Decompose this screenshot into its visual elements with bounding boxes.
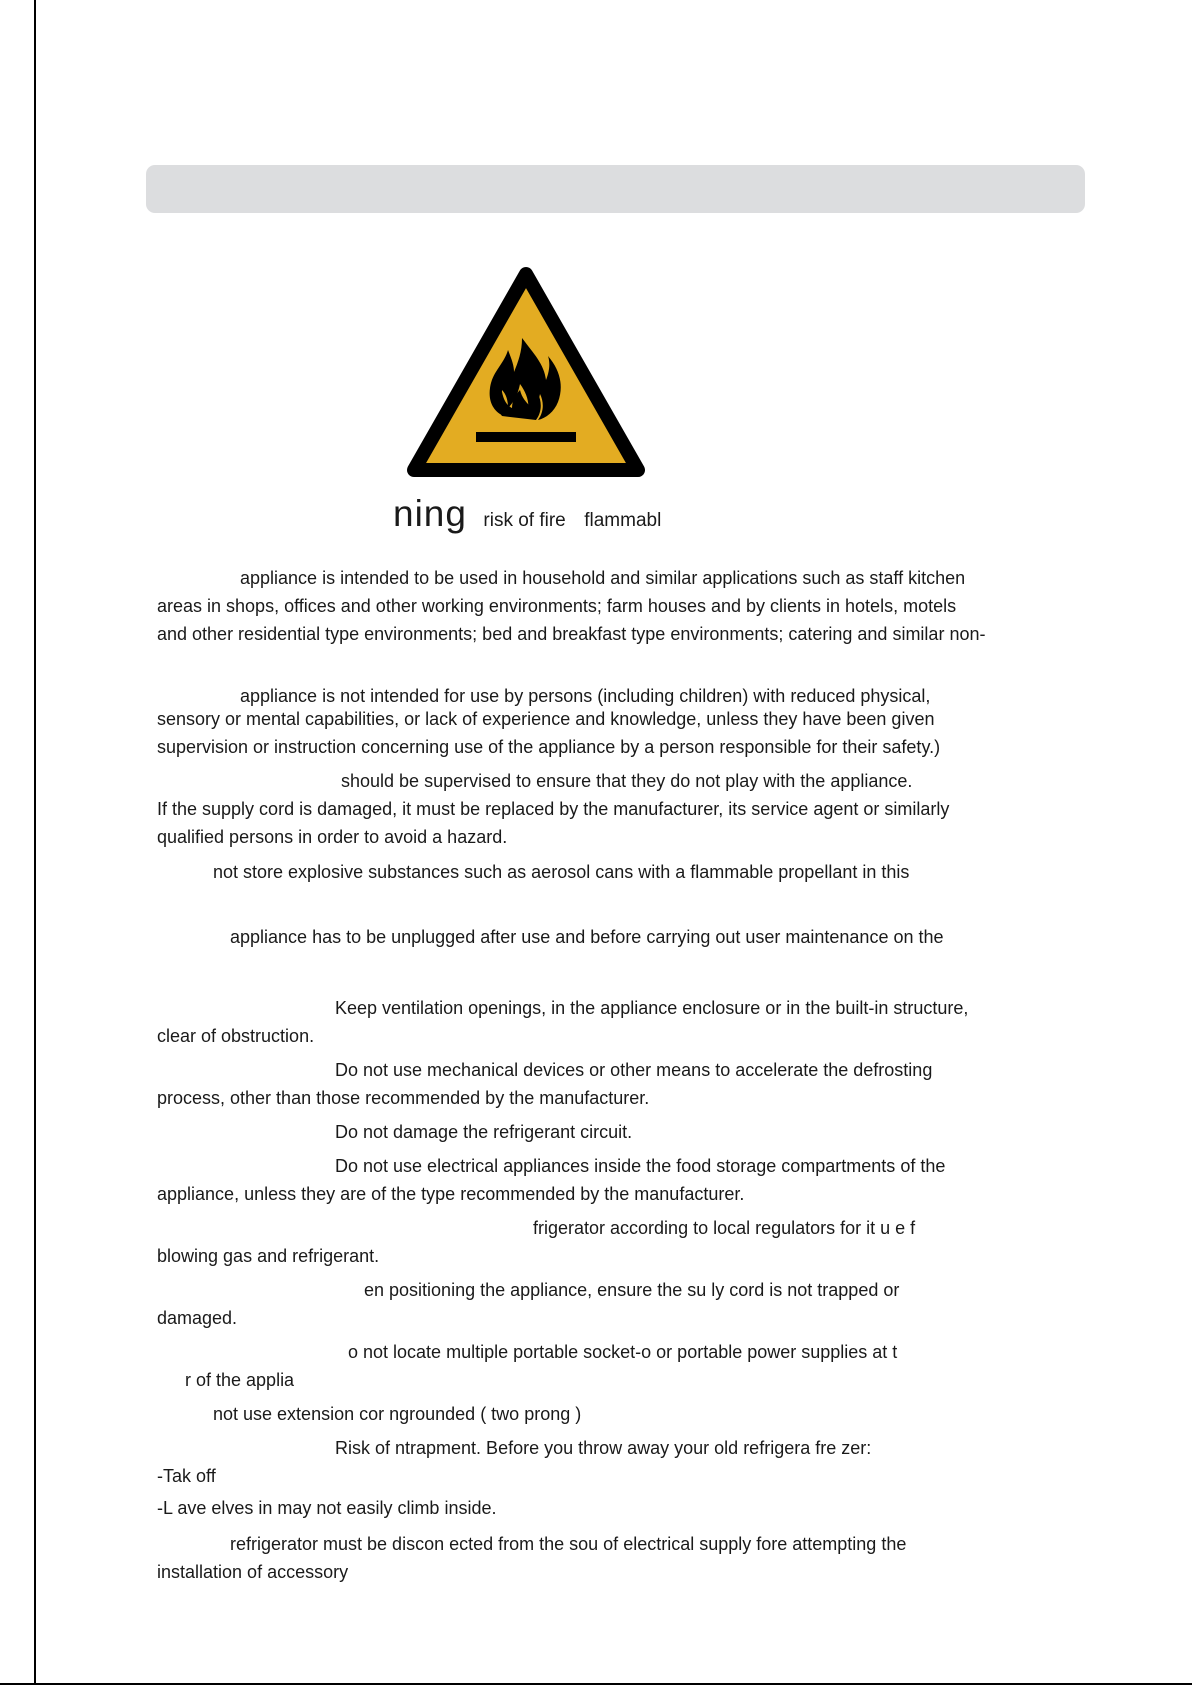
text-line: installation of accessory [157, 1562, 349, 1582]
text-line: not use extension cor ngrounded ( two prong ) [213, 1404, 582, 1424]
text-line: not store explosive substances such as aerosol cans with a flammable propellant in this [213, 862, 910, 882]
warning-title-sub-2: flammabl [584, 510, 662, 531]
text-line: supervision or instruction concerning use of the appliance by a person responsible for their safety.) [157, 737, 941, 757]
text-line: appliance, unless they are of the type recommended by the manufacturer. [157, 1184, 745, 1204]
text-line: should be supervised to ensure that they do not play with the appliance. [341, 771, 913, 791]
text-line: -L ave elves in may not easily climb inside. [157, 1498, 497, 1518]
text-line: appliance is intended to be used in household and similar applications such as staff kitchen [240, 568, 966, 588]
page-margin-line [34, 0, 36, 1685]
flammable-warning-icon [404, 266, 648, 480]
section-header-bar [146, 165, 1085, 213]
text-line: process, other than those recommended by the manufacturer. [157, 1088, 650, 1108]
text-line: Risk of ntrapment. Before you throw away your old refrigera fre zer: [335, 1438, 872, 1458]
text-line: and other residential type environments; bed and breakfast type environments; catering and similar non- [157, 624, 986, 644]
base-bar [476, 432, 576, 442]
text-line: o not locate multiple portable socket-o or portable power supplies at t [348, 1342, 898, 1362]
text-line: damaged. [157, 1308, 238, 1328]
text-line: appliance has to be unplugged after use and before carrying out user maintenance on the [230, 927, 944, 947]
text-line: Keep ventilation openings, in the appliance enclosure or in the built-in structure, [335, 998, 969, 1018]
text-line: -Tak off [157, 1466, 216, 1486]
text-line: frigerator according to local regulators for it u e f [533, 1218, 916, 1238]
warning-title [393, 493, 661, 535]
text-line: blowing gas and refrigerant. [157, 1246, 380, 1266]
text-line: qualified persons in order to avoid a hazard. [157, 827, 508, 847]
text-line: Do not damage the refrigerant circuit. [335, 1122, 633, 1142]
text-line: Do not use electrical appliances inside the food storage compartments of the [335, 1156, 946, 1176]
text-line: If the supply cord is damaged, it must be replaced by the manufacturer, its service agent or similarly [157, 799, 950, 819]
text-line: r of the applia [185, 1370, 295, 1390]
text-line: areas in shops, offices and other working environments; farm houses and by clients in hotels, motels [157, 596, 957, 616]
text-line: refrigerator must be discon ected from the sou of electrical supply fore attempting the [230, 1534, 907, 1554]
text-line: sensory or mental capabilities, or lack of experience and knowledge, unless they have been given [157, 709, 935, 729]
warning-title-main: ning [393, 493, 467, 534]
text-line: Do not use mechanical devices or other means to accelerate the defrosting [335, 1060, 933, 1080]
text-line: appliance is not intended for use by persons (including children) with reduced physical, [240, 686, 931, 706]
text-line: en positioning the appliance, ensure the su ly cord is not trapped or [364, 1280, 900, 1300]
text-line: clear of obstruction. [157, 1026, 315, 1046]
warning-title-sub-1: risk of fire [483, 510, 566, 531]
